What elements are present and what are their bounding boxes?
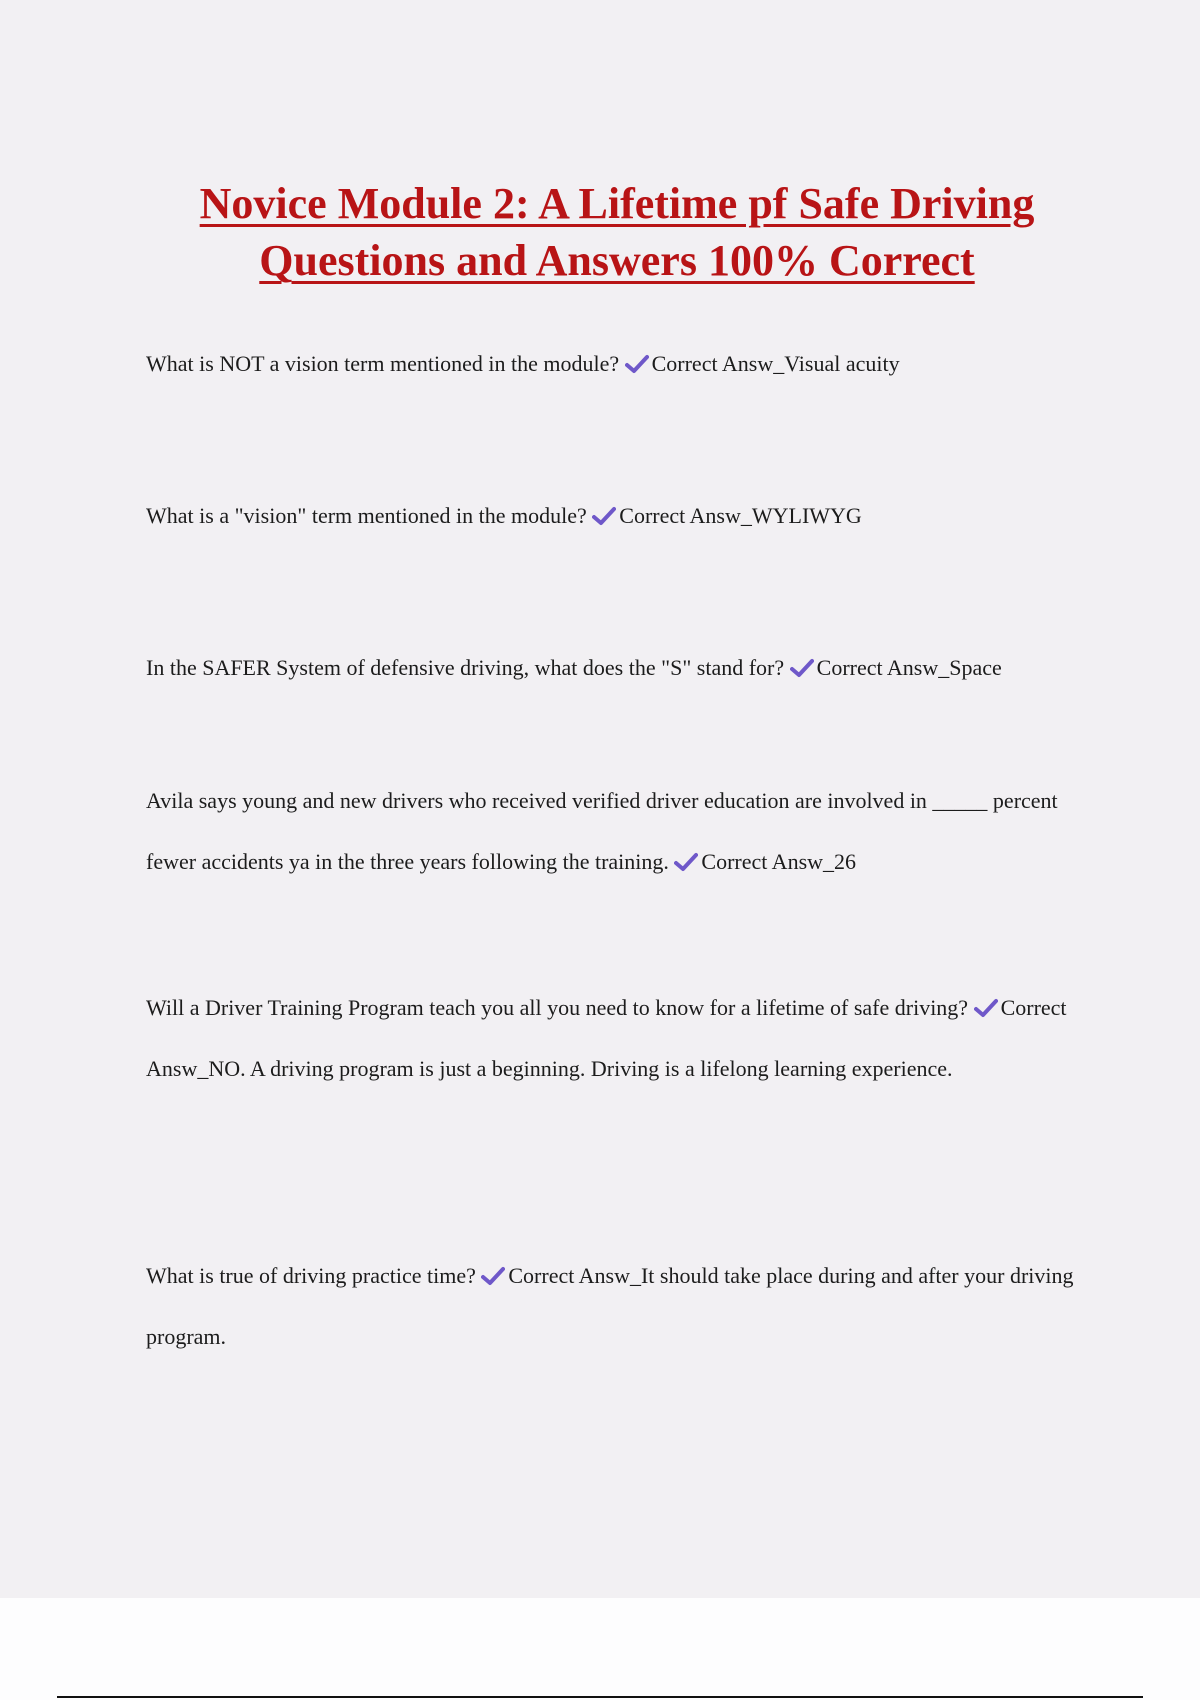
question-text: What is true of driving practice time?	[146, 1263, 476, 1288]
question-text: What is NOT a vision term mentioned in the module?	[146, 351, 620, 376]
answer-text: Correct Answ_26	[701, 849, 857, 874]
qa-item-4	[146, 770, 1086, 892]
checkmark-icon	[674, 852, 698, 872]
checkmark-icon	[974, 998, 998, 1018]
qa-item-6	[146, 1245, 1086, 1367]
footer-divider	[57, 1696, 1143, 1698]
answer-text: Correct Answ_Space	[816, 655, 1002, 680]
checkmark-icon	[625, 354, 649, 374]
document-title	[0, 175, 1200, 289]
question-text: Avila says young and new drivers who received verified driver education are involved in _____ percent fewer accidents ya in the three years following the training.	[146, 788, 1058, 874]
question-text: What is a "vision" term mentioned in the module?	[146, 503, 587, 528]
answer-text: Correct Answ_NO. A driving program is just a beginning. Driving is a lifelong learning experience.	[146, 995, 1067, 1081]
checkmark-icon	[592, 506, 616, 526]
question-text: Will a Driver Training Program teach you all you need to know for a lifetime of safe driving?	[146, 995, 969, 1020]
checkmark-icon	[790, 658, 814, 678]
qa-item-1	[146, 333, 1086, 394]
answer-text: Correct Answ_Visual acuity	[651, 351, 900, 376]
qa-item-3	[146, 637, 1086, 698]
qa-item-5	[146, 977, 1086, 1099]
title-line-2: Questions and Answers 100% Correct	[259, 236, 975, 286]
question-text: In the SAFER System of defensive driving, what does the "S" stand for?	[146, 655, 785, 680]
qa-item-2	[146, 485, 1086, 546]
answer-text: Correct Answ_It should take place during and after your driving program.	[146, 1263, 1074, 1349]
answer-text: Correct Answ_WYLIWYG	[619, 503, 862, 528]
page-footer-area	[0, 1598, 1200, 1700]
checkmark-icon	[481, 1266, 505, 1286]
title-line-1: Novice Module 2: A Lifetime pf Safe Driving	[199, 179, 1035, 229]
